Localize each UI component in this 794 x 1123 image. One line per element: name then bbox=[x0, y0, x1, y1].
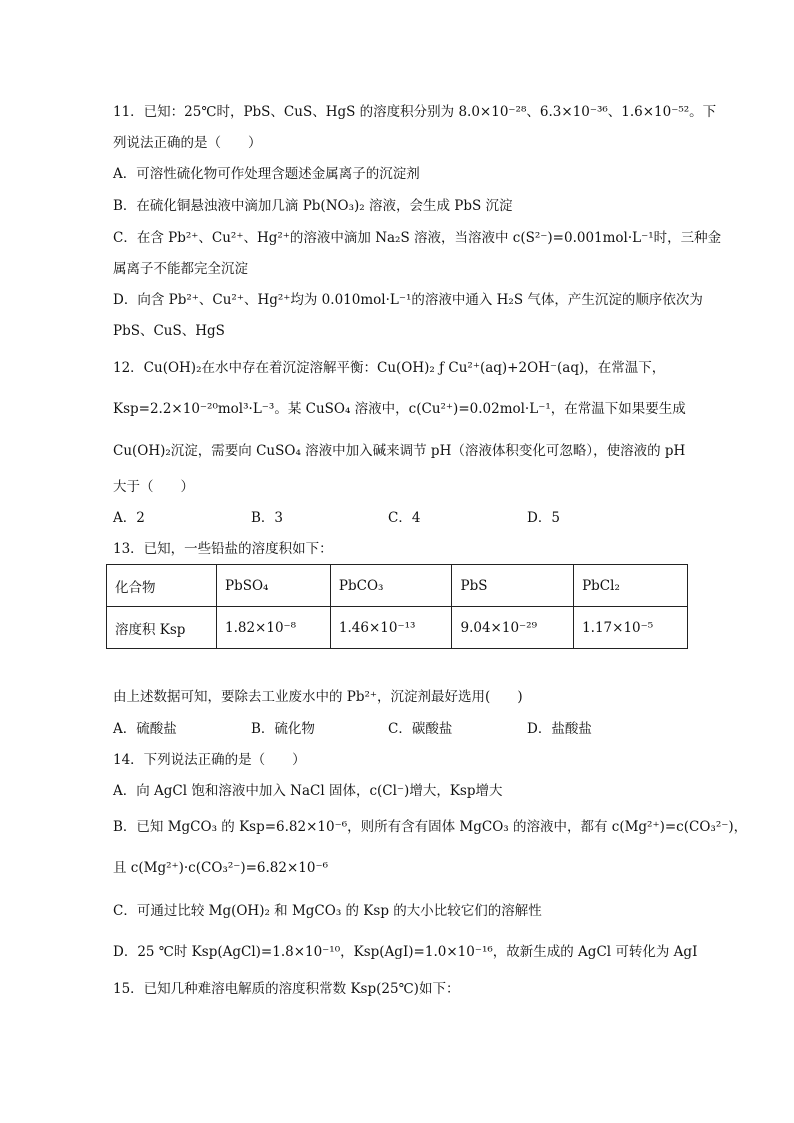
q11-stem-line2: 列说法正确的是（ ） bbox=[113, 135, 262, 151]
q13-option-c: C．碳酸盐 bbox=[388, 721, 453, 737]
q11-option-b: B．在硫化铜悬浊液中滴加几滴 Pb(NO₃)₂ 溶液，会生成 PbS 沉淀 bbox=[113, 198, 513, 214]
q14-option-c: C．可通过比较 Mg(OH)₂ 和 MgCO₃ 的 Ksp 的大小比较它们的溶解性 bbox=[113, 903, 542, 919]
q14-option-d: D．25 ℃时 Ksp(AgCl)=1.8×10⁻¹⁰，Ksp(AgI)=1.0×10⁻¹⁶，故新生成的 AgCl 可转化为 AgI bbox=[113, 944, 698, 960]
lead-salt-ksp-table bbox=[106, 564, 688, 649]
q15-stem: 15．已知几种难溶电解质的溶度积常数 Ksp(25℃)如下： bbox=[113, 981, 460, 997]
table-cell: 化合物 bbox=[107, 565, 217, 607]
table-cell: 1.46×10⁻¹³ bbox=[330, 607, 452, 649]
table-cell: 9.04×10⁻²⁹ bbox=[452, 607, 574, 649]
table-row bbox=[107, 607, 688, 649]
table-cell: 1.17×10⁻⁵ bbox=[574, 607, 688, 649]
q13-question: 由上述数据可知，要除去工业废水中的 Pb²⁺，沉淀剂最好选用( ) bbox=[113, 689, 523, 705]
q14-option-b-line2: 且 c(Mg²⁺)·c(CO₃²⁻)=6.82×10⁻⁶ bbox=[113, 860, 329, 876]
q13-option-b: B．硫化物 bbox=[251, 721, 315, 737]
q12-option-a: A．2 bbox=[113, 510, 145, 526]
table-cell: PbCO₃ bbox=[330, 565, 452, 607]
table-cell: 溶度积 Ksp bbox=[107, 607, 217, 649]
q14-option-a: A．向 AgCl 饱和溶液中加入 NaCl 固体，c(Cl⁻)增大，Ksp增大 bbox=[113, 783, 503, 799]
table-cell: PbS bbox=[452, 565, 574, 607]
q13-option-d: D．盐酸盐 bbox=[527, 721, 592, 737]
q11-option-c-line2: 属离子不能都完全沉淀 bbox=[113, 261, 248, 277]
q12-stem-line1: 12．Cu(OH)₂在水中存在着沉淀溶解平衡：Cu(OH)₂ ƒ Cu²⁺(aq)+2OH⁻(aq)，在常温下， bbox=[113, 360, 666, 376]
q11-option-d-line2: PbS、CuS、HgS bbox=[113, 323, 225, 339]
q12-stem-line2: Ksp=2.2×10⁻²⁰mol³·L⁻³。某 CuSO₄ 溶液中，c(Cu²⁺)=0.02mol·L⁻¹，在常温下如果要生成 bbox=[113, 401, 686, 417]
q14-option-b-line1: B．已知 MgCO₃ 的 Ksp=6.82×10⁻⁶，则所有含有固体 MgCO₃ 的溶液中，都有 c(Mg²⁺)=c(CO₃²⁻)， bbox=[113, 819, 748, 835]
q11-stem-line1: 11．已知：25℃时，PbS、CuS、HgS 的溶度积分别为 8.0×10⁻²⁸、6.3×10⁻³⁶、1.6×10⁻⁵²。下 bbox=[113, 104, 717, 120]
q12-option-c: C．4 bbox=[388, 510, 421, 526]
q11-option-d-line1: D．向含 Pb²⁺、Cu²⁺、Hg²⁺均为 0.010mol·L⁻¹的溶液中通入 H₂S 气体，产生沉淀的顺序依次为 bbox=[113, 292, 703, 308]
q12-stem-line3: Cu(OH)₂沉淀，需要向 CuSO₄ 溶液中加入碱来调节 pH（溶液体积变化可忽略），使溶液的 pH bbox=[113, 443, 686, 459]
q14-stem: 14．下列说法正确的是（ ） bbox=[113, 752, 306, 768]
q12-option-b: B．3 bbox=[251, 510, 284, 526]
q13-option-a: A．硫酸盐 bbox=[113, 721, 177, 737]
q12-option-d: D．5 bbox=[527, 510, 560, 526]
q13-stem: 13．已知，一些铅盐的溶度积如下： bbox=[113, 541, 333, 557]
q11-option-c-line1: C．在含 Pb²⁺、Cu²⁺、Hg²⁺的溶液中滴加 Na₂S 溶液，当溶液中 c(S²⁻)=0.001mol·L⁻¹时，三种金 bbox=[113, 230, 722, 246]
q11-option-a: A．可溶性硫化物可作处理含题述金属离子的沉淀剂 bbox=[113, 166, 420, 182]
q12-stem-line4: 大于（ ） bbox=[113, 479, 194, 495]
table-cell: 1.82×10⁻⁸ bbox=[217, 607, 331, 649]
table-cell: PbSO₄ bbox=[217, 565, 331, 607]
table-cell: PbCl₂ bbox=[574, 565, 688, 607]
table-header-row bbox=[107, 565, 688, 607]
